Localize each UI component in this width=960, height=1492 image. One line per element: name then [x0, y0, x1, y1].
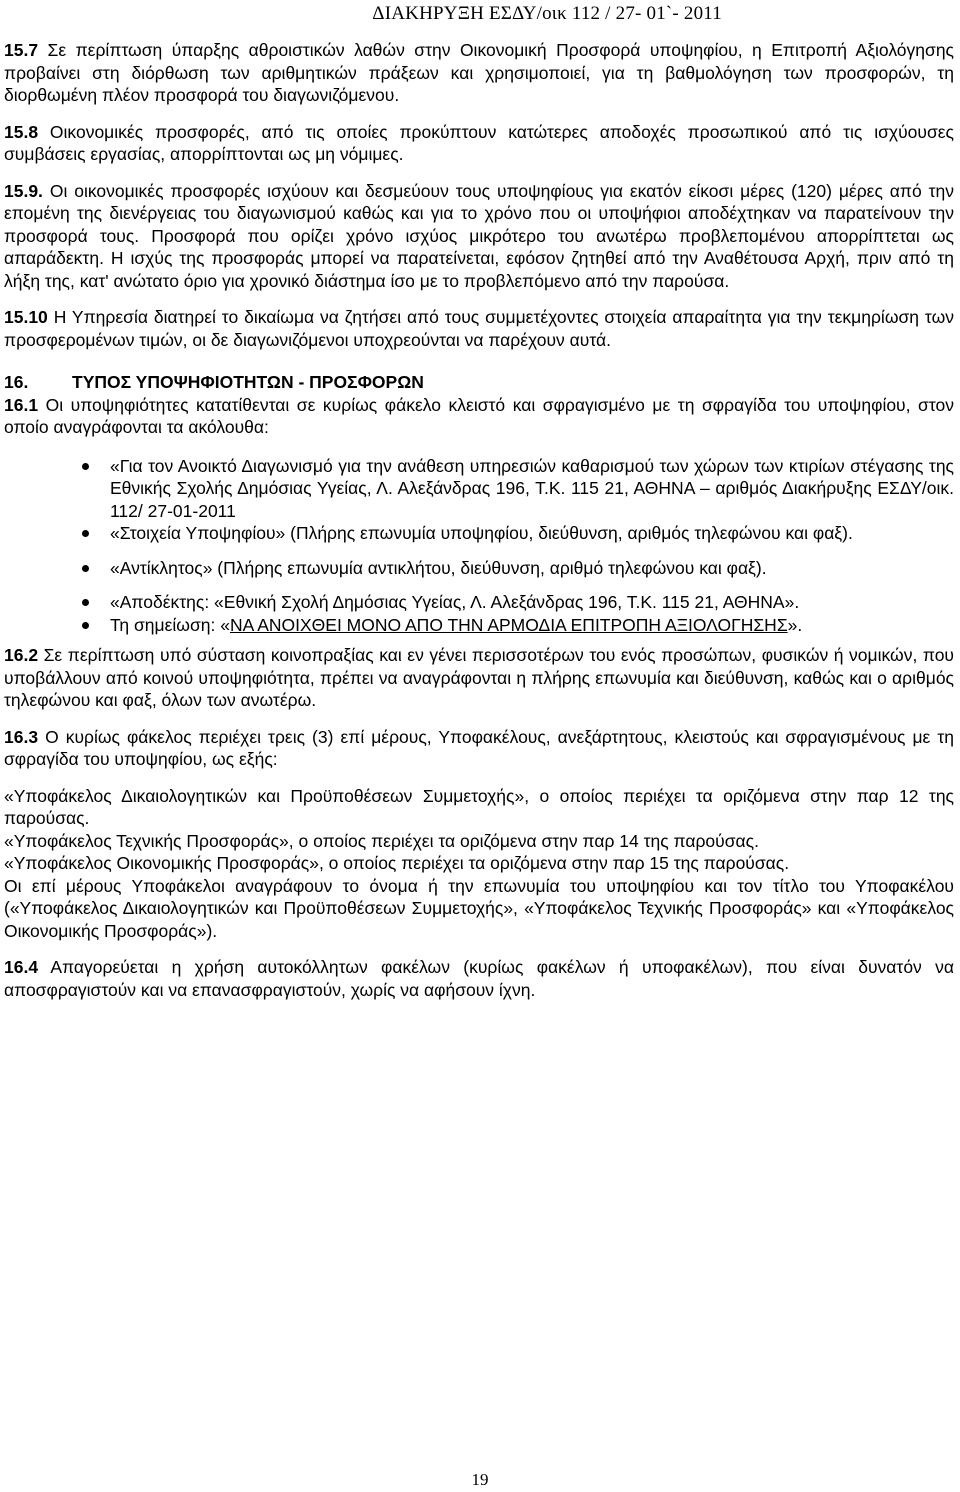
- section-15-8: [4, 121, 954, 166]
- section-number: 16.3: [4, 726, 39, 747]
- list-item-text: «Αντίκλητος» (Πλήρης επωνυμία αντικλήτου, διεύθυνση, αριθμό τηλεφώνου και φαξ).: [110, 557, 767, 578]
- bullet-icon: [82, 463, 89, 470]
- section-text: Σε περίπτωση ύπαρξης αθροιστικών λαθών στην Οικονομική Προσφορά υποψηφίου, η Επιτροπή Αξιολόγησης προβαίνει στη διόρθωση των αριθμητικών πράξεων και χρησιμοποιεί, για τη βαθμολόγηση των προσφορών, τη διορθωμένη πλέον προσφορά του διαγωνιζόμενου.: [4, 40, 954, 105]
- section-text: Οι υποψηφιότητες κατατίθενται σε κυρίως φάκελο κλειστό και σφραγισμένο με τη σφραγίδα του υποψηφίου, στον οποίο αναγράφονται τα ακόλουθα:: [4, 394, 954, 437]
- list-item-text: «Στοιχεία Υποψηφίου» (Πλήρης επωνυμία υποψηφίου, διεύθυνση, αριθμός τηλεφώνου και φαξ).: [110, 523, 853, 543]
- section-16-3: [4, 726, 954, 771]
- section-15-7: [4, 39, 954, 107]
- section-number: 16.2: [4, 645, 39, 665]
- list-item: [4, 557, 954, 580]
- section-text: Ο κυρίως φάκελος περιέχει τρεις (3) επί μέρους, Υποφακέλους, ανεξάρτητους, κλειστούς και σφραγισμένους με τη σφραγίδα του υποψηφίου, ως εξής:: [4, 726, 954, 769]
- bullet-icon: [82, 530, 89, 537]
- section-number: 16.1: [4, 394, 39, 415]
- list-item: [4, 591, 954, 614]
- note-underlined-text: ΝΑ ΑΝΟΙΧΘΕΙ ΜΟΝΟ ΑΠΟ ΤΗΝ ΑΡΜΟΔΙΑ ΕΠΙΤΡΟΠΗ ΑΞΙΟΛΟΓΗΣΗΣ: [229, 614, 788, 635]
- subfolder-item-3: «Υποφάκελος Οικονομικής Προσφοράς», ο οποίος περιέχει τα οριζόμενα στην παρ 15 της παρούσας.: [4, 853, 790, 873]
- section-text: Η Υπηρεσία διατηρεί το δικαίωμα να ζητήσει από τους συμμετέχοντες στοιχεία απαραίτητα για την τεκμηρίωση των προσφερομένων τιμών, οι δε διαγωνιζόμενοι υποχρεούνται να παρέχουν αυτά.: [4, 307, 954, 350]
- section-16-4: [4, 956, 954, 1001]
- list-item: [4, 614, 954, 637]
- page-number: 19: [471, 1470, 489, 1489]
- bullet-icon: [82, 599, 89, 606]
- section-16-2: [4, 644, 954, 712]
- bullet-icon: [82, 622, 89, 629]
- envelope-labels-list: [4, 455, 954, 637]
- list-item-text: «Αποδέκτης: «Εθνική Σχολή Δημόσιας Υγείας, Λ. Αλεξάνδρας 196, Τ.Κ. 115 21, ΑΘΗΝΑ».: [110, 592, 800, 612]
- section-text: Οικονομικές προσφορές, από τις οποίες προκύπτουν κατώτερες αποδοχές προσωπικού από τις ισχύουσες συμβάσεις εργασίας, απορρίπτονται ως μη νόμιμες.: [4, 121, 954, 164]
- section-number-suffix: 10: [28, 307, 48, 327]
- section-number: 16.4: [4, 957, 39, 977]
- bullet-icon: [82, 565, 89, 572]
- list-item-text: «Για τον Ανοικτό Διαγωνισμό για την ανάθεση υπηρεσιών καθαρισμού των χώρων των κτιρίων στέγασης της Εθνικής Σχολής Δημόσιας Υγείας, Λ. Αλεξάνδρας 196, Τ.Κ. 115 21, ΑΘΗΝΑ – αριθμός Διακήρυξης ΕΣΔΥ/οικ. 112/ 27-01-2011: [110, 455, 954, 521]
- section-text: Σε περίπτωση υπό σύσταση κοινοπραξίας και εν γένει περισσοτέρων του ενός προσώπων, φυσικών ή νομικών, που υποβάλλουν από κοινού υποψηφιότητα, πρέπει να αναγράφονται η πλήρης επωνυμία και διεύθυνση, καθώς και ο αριθμός τηλεφώνου και φαξ, όλων των ανωτέρω.: [4, 645, 954, 710]
- section-16-heading: [4, 371, 954, 394]
- section-number: 15.7: [4, 40, 39, 60]
- document-body: [4, 39, 954, 1001]
- subfolder-item-1: «Υποφάκελος Δικαιολογητικών και Προϋποθέσεων Συμμετοχής», ο οποίος περιέχει τα οριζόμενα στην παρ 12 της παρούσας.: [4, 785, 954, 828]
- subfolder-item-2: «Υποφάκελος Τεχνικής Προσφοράς», ο οποίος περιέχει τα οριζόμενα στην παρ 14 της παρούσας.: [4, 830, 759, 851]
- list-item: [4, 455, 954, 523]
- section-number: 15.: [4, 121, 29, 142]
- note-suffix: ».: [787, 614, 803, 635]
- section-15-10: [4, 306, 954, 351]
- section-number-suffix: 8: [28, 121, 39, 142]
- section-text: Οι οικονομικές προσφορές ισχύουν και δεσμεύουν τους υποψηφίους για εκατόν είκοσι μέρες (120) μέρες από την επομένη της διενέργειας του διαγωνισμού καθώς και για το χρόνο που οι υποψήφιοι αποδέχτηκαν να παρατείνουν την προσφορά τους. Προσφορά που ορίζει χρόνο ισχύος μικρότερο του ανωτέρω προβλεπομένου απορρίπτεται ως απαράδεκτη. Η ισχύς της προσφοράς μπορεί να παρατείνεται, εφόσον ζητηθεί από την Αναθέτουσα Αρχή, πριν από τη λήξη της, κατ' ανώτατο όριο για χρονικό διάστημα ίσο με το προβλεπόμενο από την παρούσα.: [4, 180, 954, 291]
- section-15-9: [4, 180, 954, 293]
- note-prefix: Τη σημείωση: «: [110, 614, 230, 635]
- section-16-1: [4, 394, 954, 439]
- document-header: ΔΙΑΚΗΡΥΞΗ ΕΣΔΥ/οικ 112 / 27- 01`- 2011: [372, 3, 722, 24]
- section-text: Απαγορεύεται η χρήση αυτοκόλλητων φακέλων (κυρίως φακέλων ή υποφακέλων), που είναι δυνατόν να αποσφραγιστούν και να επανασφραγιστούν, χωρίς να αφήσουν ίχνη.: [4, 957, 954, 1000]
- section-number: 16.: [4, 372, 29, 392]
- subfolder-naming-note: Οι επί μέρους Υποφάκελοι αναγράφουν το όνομα ή την επωνυμία του υποψηφίου και τον τίτλο του Υποφακέλου («Υποφάκελος Δικαιολογητικών και Προϋποθέσεων Συμμετοχής», «Υποφάκελος Τεχνικής Προσφοράς» και «Υποφάκελος Οικονομικής Προσφοράς»).: [4, 875, 954, 941]
- section-title: ΤΥΠΟΣ ΥΠΟΨΗΦΙΟΤΗΤΩΝ - ΠΡΟΣΦΟΡΩΝ: [72, 372, 424, 392]
- section-number: 15.: [4, 307, 29, 327]
- section-number: 15.9.: [4, 180, 43, 201]
- list-item: [4, 522, 954, 545]
